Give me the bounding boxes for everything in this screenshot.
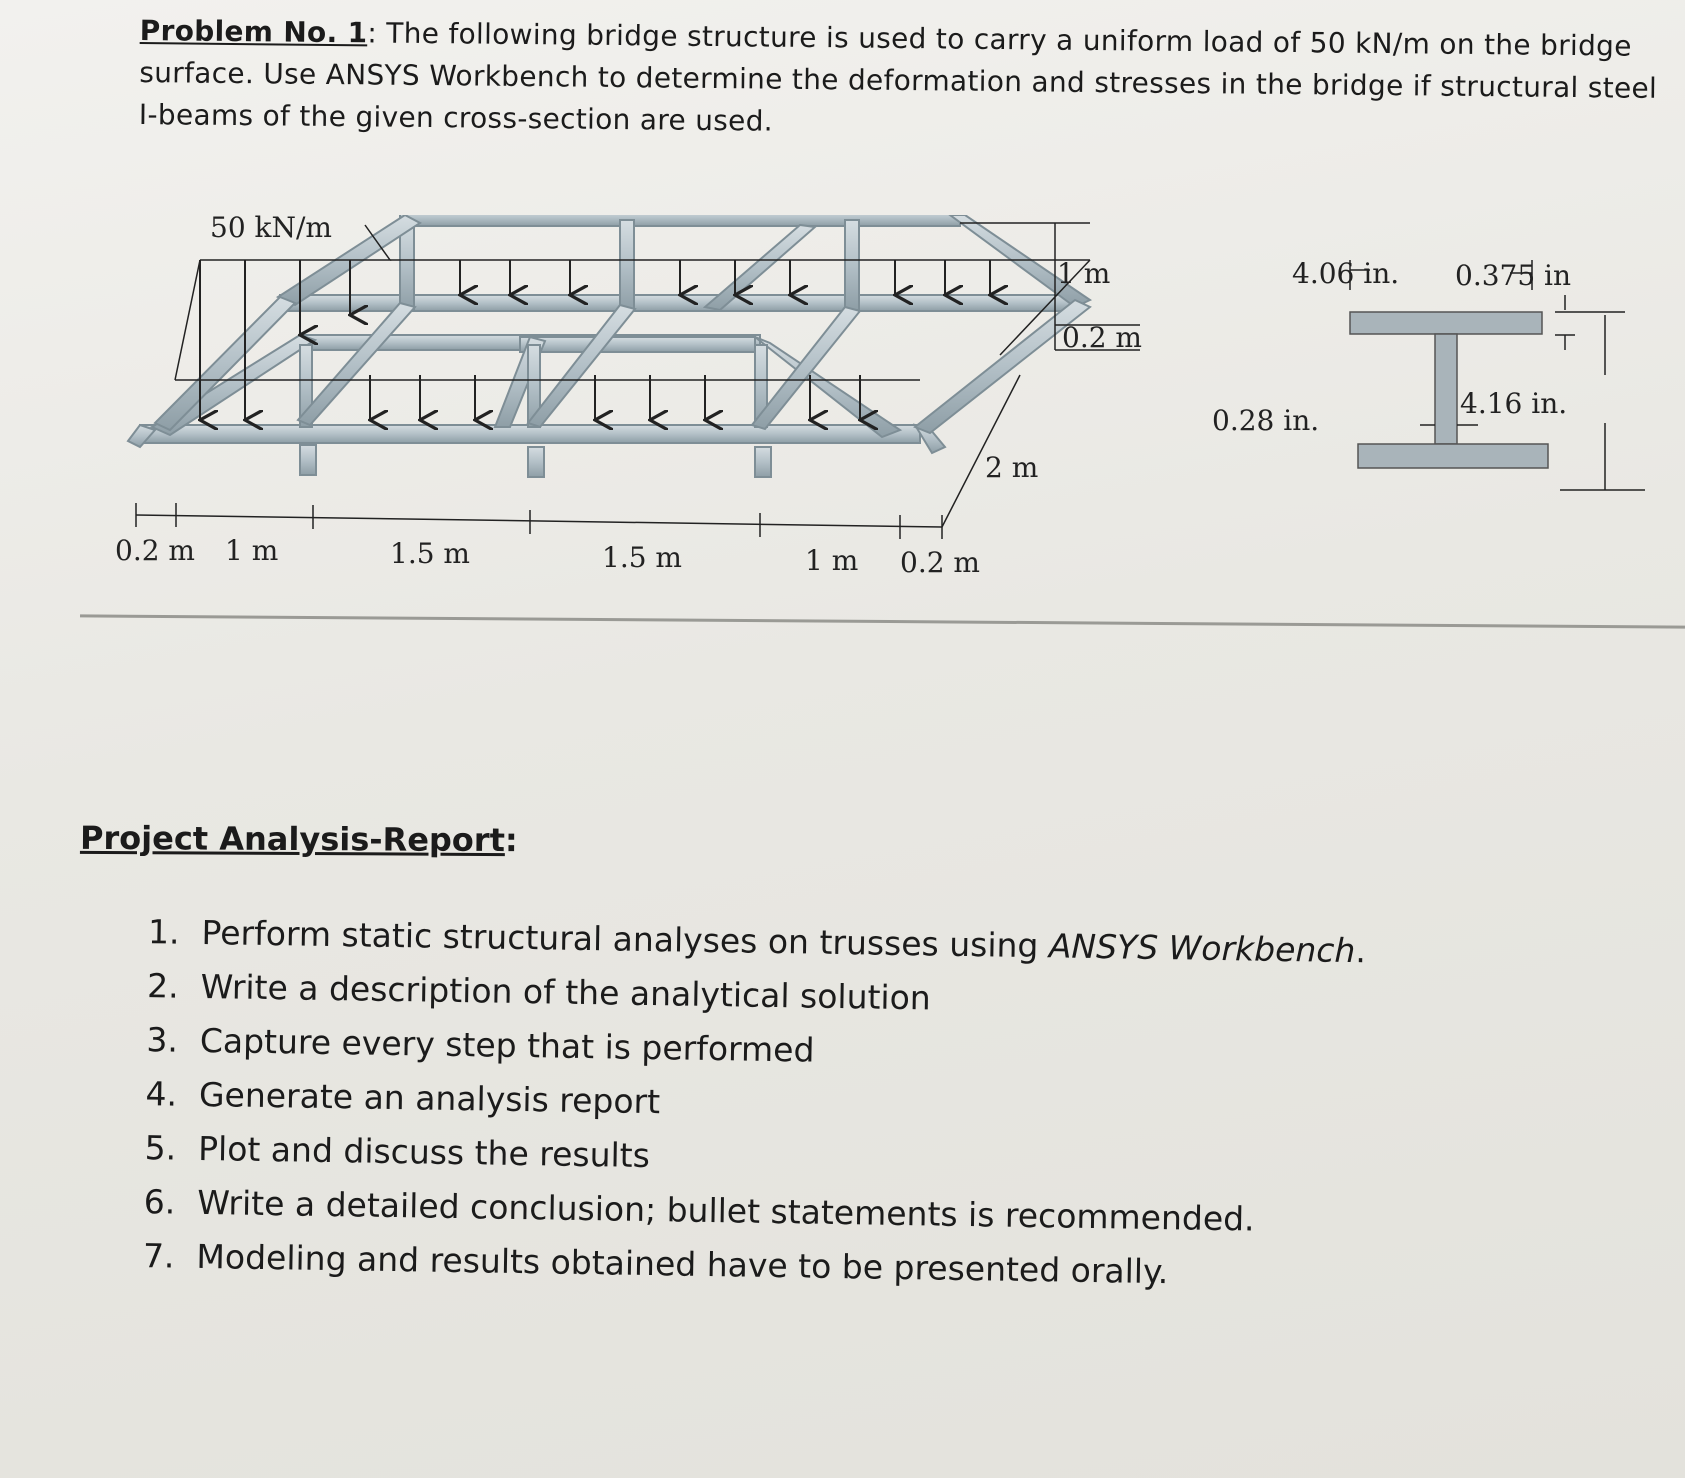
- back-post-3: [845, 220, 859, 310]
- task-number: 5.: [144, 1128, 177, 1168]
- task-text: Write a description of the analytical solution: [200, 966, 932, 1018]
- height-dim-0.2m: 0.2 m: [1062, 321, 1142, 354]
- support-2: [528, 447, 544, 477]
- front-top-chord-mid: [520, 337, 755, 352]
- width-dim-label: 2 m: [985, 451, 1039, 484]
- support-1: [300, 445, 316, 475]
- task-number: 4.: [145, 1074, 178, 1114]
- support-3: [755, 447, 771, 477]
- back-post-2: [620, 220, 634, 310]
- length-dim-0: 0.2 m: [115, 534, 195, 567]
- task-text: Write a detailed conclusion; bullet statements is recommended.: [197, 1182, 1255, 1239]
- top-flange: [1350, 312, 1542, 334]
- length-dim-1: 1 m: [225, 534, 279, 567]
- bridge-figure: [100, 215, 1685, 655]
- length-dim-3: 1.5 m: [602, 541, 682, 574]
- task-text: Perform static structural analyses on trusses using: [201, 912, 1050, 966]
- deck-cross-members: [155, 297, 1090, 433]
- task-text: Modeling and results obtained have to be presented orally.: [196, 1236, 1169, 1292]
- problem-label: Problem No. 1: [139, 13, 368, 50]
- length-dim-5: 0.2 m: [900, 546, 980, 579]
- task-number: 3.: [146, 1020, 179, 1060]
- task-text: Plot and discuss the results: [197, 1128, 651, 1176]
- web-thickness-label: 0.28 in.: [1212, 404, 1320, 437]
- task-text: Generate an analysis report: [198, 1074, 661, 1122]
- task-list: [134, 905, 1500, 1304]
- flange-thickness-label: 0.375 in: [1455, 259, 1572, 292]
- web: [1435, 334, 1457, 444]
- flange-width-label: 4.06 in.: [1292, 257, 1400, 290]
- bridge-diagram: [100, 215, 1685, 655]
- task-number: 6.: [143, 1182, 176, 1222]
- task-number: 2.: [146, 966, 180, 1006]
- bottom-flange: [1358, 444, 1548, 468]
- task-number: 1.: [147, 912, 180, 952]
- task-text: Capture every step that is performed: [199, 1020, 815, 1070]
- task-emphasis: ANSYS Workbench: [1048, 926, 1356, 971]
- report-title: [80, 819, 518, 859]
- task-text-end: .: [1355, 931, 1367, 971]
- problem-text: The following bridge structure is used to carry a uniform load of 50 kN/m on the bridge surface. Use ANSYS Workbench to determine the deformation and stresses in the bridge if structural steel I-beams of the given cross-section are used.: [138, 16, 1658, 138]
- load-label: 50 kN/m: [210, 215, 332, 244]
- back-top-chord: [400, 215, 960, 226]
- problem-statement: [139, 10, 1670, 152]
- problem-colon: :: [367, 16, 378, 50]
- report-title-colon: :: [504, 821, 518, 860]
- task-number: 7.: [142, 1236, 175, 1276]
- report-title-text: Project Analysis-Report: [79, 818, 506, 860]
- length-dim-2: 1.5 m: [390, 537, 470, 570]
- length-dim-4: 1 m: [805, 544, 859, 577]
- depth-label: 4.16 in.: [1460, 387, 1568, 420]
- height-dim-1m: 1 m: [1057, 257, 1111, 290]
